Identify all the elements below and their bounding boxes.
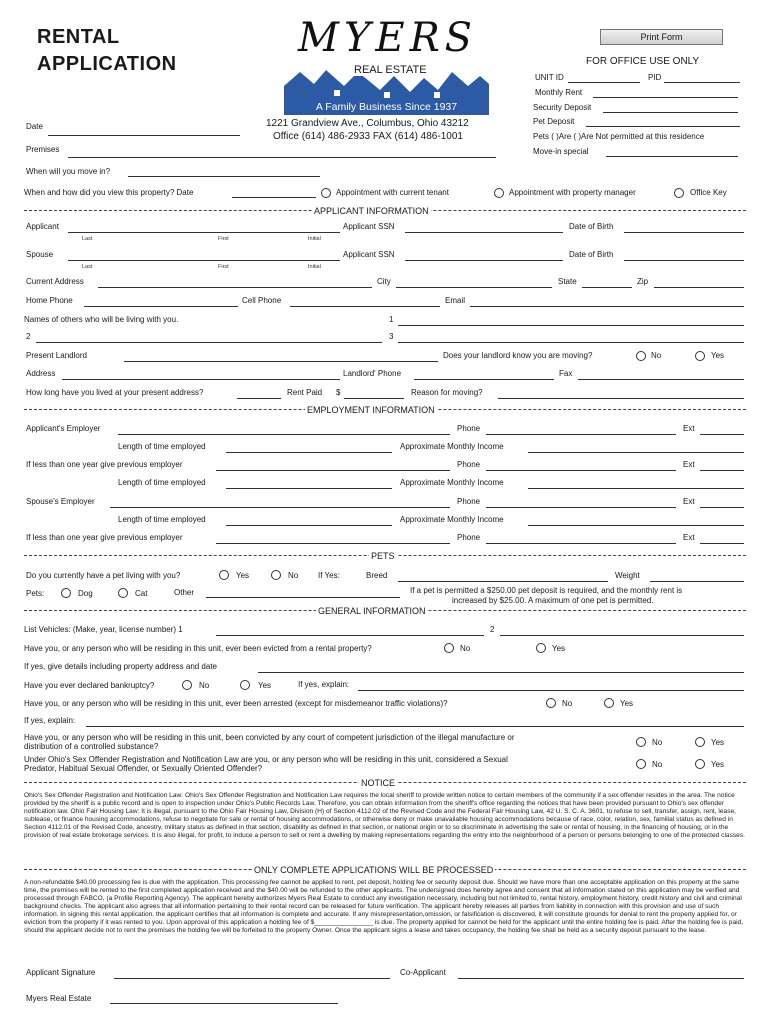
previous-phone-label: Phone [457,460,481,469]
offender-no-radio[interactable] [636,759,646,769]
view-question: When and how did you view this property? Date [24,188,194,197]
landlord-know-no-label: No [651,351,662,360]
previous-phone-field-2[interactable] [486,543,676,544]
spouse-employer-field[interactable] [110,507,450,508]
employer-phone-field[interactable] [486,434,676,435]
vehicles-label: List Vehicles: (Make, year, license number) 1 [24,625,183,634]
email-label: Email [445,296,466,305]
complete-section-header [24,865,746,875]
complete-section-title: ONLY COMPLETE APPLICATIONS WILL BE PROCESSED [254,865,494,875]
general-section-title: GENERAL INFORMATION [318,606,426,616]
offender-yes-radio[interactable] [695,759,705,769]
spouse-ext-field[interactable] [700,507,744,508]
last-sub: Last [82,236,93,242]
present-landlord-field[interactable] [124,361,438,362]
other-pet-label: Other [174,588,195,597]
pet-no-radio[interactable] [271,570,281,580]
notice-text: Ohio's Sex Offender Registration and Notification Law: Ohio's Sex Offender Registration and Notification Law requires the local sheriff to provide written notice to certain members of the community if a sex offender resides in the area. The notice provided by the sheriff is a public record and is open to inspection under Ohio's Public Records Law. Therefore, you can obtain information from the sheriff's office regarding the notices that have been provided pursuant to Ohio's sex offender notification law. Ohio Fair Housing Law: It is illegal, pursuant to the Ohio Fair Housing Law, Division (H) of Section 4112.02 of the Revised Code and the Federal Fair Housing Law, 42 U. S. C. A. 3601, to refuse to sell, transfer, assign, rent, lease, sublease, or finance housing accommodations, refuse to negotiate for sale or rental of housing accommodations, or otherwise deny or make unavailable housing accommodations because of race, color, relation, sex, familial status as defined in Section 4112.01 of the Revised Code, ancestry, military status as defined in that section, disability as defined in that section, or national origin or to so discriminate in advertising the sale or rental of housing, in the financing of housing, or in the provision of real estate brokerage services. It is also illegal, for profit, to induce a person to sell or rent a dwelling by making representations regarding the entry into the neighborhood of a person or persons belonging to one of the protected classes. [24,792,745,839]
cell-phone-field[interactable] [290,306,440,307]
spouse-phone-field[interactable] [486,507,676,508]
move-in-label: When will you move in? [26,167,111,176]
opt-key-label: Office Key [690,188,727,197]
bankruptcy-question: Have you ever declared bankruptcy? [24,681,155,690]
evicted-yes-label: Yes [552,644,566,653]
reason-label: Reason for moving? [411,388,483,397]
landlord-address-field[interactable] [62,379,340,380]
spouse-ssn-label: Applicant SSN [343,250,395,259]
move-in-special-label: Move-in special [533,147,589,156]
evicted-no-label: No [460,644,471,653]
applicant-ssn-label: Applicant SSN [343,222,395,231]
evicted-yes-radio[interactable] [536,643,546,653]
landlord-know-yes-label: Yes [711,351,725,360]
evicted-details-label: If yes, give details including property address and date [24,662,218,671]
initial-sub: Initial [308,236,321,242]
last-sub-2: Last [82,264,93,270]
print-form-button[interactable]: Print Form [600,29,723,45]
current-address-field[interactable] [98,287,372,288]
applicant-employer-label: Applicant's Employer [26,424,101,433]
bankruptcy-yes-label: Yes [258,681,272,690]
applicant-ssn-field[interactable] [405,232,563,233]
applicant-section-title: APPLICANT INFORMATION [314,206,429,216]
other-pet-field[interactable] [206,597,400,598]
title-line-2: APPLICATION [37,53,177,75]
length-label-2: Length of time employed [118,478,206,487]
arrested-explain-label: If yes, explain: [24,716,76,725]
how-long-label: How long have you lived at your present address? [26,388,204,397]
previous-ext-label-2: Ext [683,533,695,542]
dog-radio[interactable] [61,588,71,598]
landlord-know-label: Does your landlord know you are moving? [443,351,593,360]
radio-manager[interactable] [494,188,504,198]
state-label: State [558,277,577,286]
arrested-explain-field[interactable] [86,726,744,727]
applicant-signature-field[interactable] [114,978,390,979]
pid-label: PID [648,73,662,82]
co-applicant-label: Co-Applicant [400,968,446,977]
previous-employer-field[interactable] [216,470,450,471]
initial-sub-2: Initial [308,264,321,270]
previous-ext-field[interactable] [700,470,744,471]
notice-section-header [24,778,746,788]
arrested-question: Have you, or any person who will be residing in this unit, ever been arrested (except for misdemeanor traffic violations)? [24,699,448,708]
myers-signature-label: Myers Real Estate [26,994,92,1003]
company-phone: Office (614) 486-2933 FAX (614) 486-1001 [273,131,463,142]
myers-logo: MYERS [298,15,478,61]
pid-field[interactable] [664,82,740,83]
state-field[interactable] [582,287,632,288]
pet-yes-radio[interactable] [219,570,229,580]
landlord-fax-label: Fax [559,369,573,378]
home-phone-label: Home Phone [26,296,73,305]
evicted-details-field[interactable] [258,672,744,673]
applicant-employer-field[interactable] [118,434,450,435]
title-line-1: RENTAL [37,26,120,48]
landlord-address-label: Address [26,369,56,378]
pets-type-label: Pets: [26,589,45,598]
opt-tenant-label: Appointment with current tenant [336,188,449,197]
arrested-no-radio[interactable] [546,698,556,708]
bankruptcy-no-radio[interactable] [182,680,192,690]
pets-permitted-label: Pets ( )Are ( )Are Not permitted at this residence [533,132,705,141]
employer-phone-label: Phone [457,424,481,433]
first-sub-2: First [218,264,229,270]
applicant-label: Applicant [26,222,59,231]
applicant-name-field[interactable] [68,232,340,233]
employment-section-title: EMPLOYMENT INFORMATION [307,405,435,415]
notice-section-title: NOTICE [361,778,396,788]
bankruptcy-no-label: No [199,681,210,690]
pet-deposit-label: Pet Deposit [533,117,575,126]
convicted-line-2: distribution of a controlled substance? [24,742,159,751]
premises-label: Premises [26,145,60,154]
others-2-label: 2 [26,332,31,341]
others-1-label: 1 [389,315,394,324]
co-applicant-signature-field[interactable] [458,978,744,979]
arrested-yes-label: Yes [620,699,634,708]
monthly-rent-field[interactable] [593,97,738,98]
convicted-yes-label: Yes [711,738,725,747]
radio-tenant[interactable] [321,188,331,198]
rent-paid-label: Rent Paid [287,388,323,397]
vehicle-2-field[interactable] [500,635,744,636]
unit-id-field[interactable] [568,82,640,83]
employer-ext-field[interactable] [700,434,744,435]
length-field-2[interactable] [226,488,392,489]
spouse-label: Spouse [26,250,54,259]
others-label: Names of others who will be living with you. [24,315,179,324]
monthly-rent-label: Monthly Rent [535,88,583,97]
complete-text: A non-refundable $40.00 processing fee is due with the application. This processing fee cannot be applied to rent, pet deposit, holding fee or security deposit due. Should we have more than one acceptable application on this property at the same time, the premises will be rented to the first completed application received and the $40.00 will be refunded to the other applicants. The undersigned does hereby agree and consent that all information stated on this application may be verified and processed through FABCO, (a Profile Reporting Agency). The applicant hereby authorizes Myers Real Estate to conduct any investigation necessary, including but not limited to, rental history, employment history, credit history and civil and criminal background checks. The applicant also agrees that all information pertaining to their rental record can be released for future verification. The applicant hereby releases all parties from liability in connection with this provision and use of such information. In signing this rental application, the applicant certifies that all information is complete and accurate. If any misrepresentation,omission, or falsification is discovered, it will constitute grounds for denial to rent the property applied for, or eviction from the property if it was rented to you. Upon approval of this application a holding fee of $________________ is due. The property applied for cannot be held for the applicant until the entire holding fee is paid. After the holding fee is paid, should the applicant decide not to rent the premises the holding fee will be forfeited to the property Owner. Once the applicant signs a lease and takes occupancy, the holding fee shall be held as a security deposit pursuant to the lease. [24,879,744,934]
company-address: 1221 Grandview Ave., Columbus, Ohio 43212 [266,118,469,129]
rent-paid-field[interactable] [344,398,404,399]
if-yes-label: If Yes: [318,571,340,580]
move-in-special-field[interactable] [606,156,738,157]
length-label-3: Length of time employed [118,515,206,524]
arrested-yes-radio[interactable] [604,698,614,708]
how-long-field[interactable] [237,398,281,399]
opt-manager-label: Appointment with property manager [509,188,636,197]
landlord-know-no-radio[interactable] [636,351,646,361]
income-field-3[interactable] [528,525,744,526]
present-landlord-label: Present Landlord [26,351,87,360]
length-label: Length of time employed [118,442,206,451]
others-3-field[interactable] [398,342,744,343]
others-2-field[interactable] [36,342,382,343]
security-deposit-field[interactable] [603,112,738,113]
bankruptcy-explain-field[interactable] [358,690,744,691]
offender-no-label: No [652,760,663,769]
home-phone-field[interactable] [84,306,238,307]
weight-label: Weight [615,571,640,580]
vehicle-1-field[interactable] [216,635,484,636]
employer-ext-label: Ext [683,424,695,433]
applicant-dob-field[interactable] [624,232,744,233]
evicted-question: Have you, or any person who will be residing in this unit, ever been evicted from a rental property? [24,644,372,653]
others-1-field[interactable] [398,325,744,326]
pets-section-title: PETS [371,551,395,561]
unit-id-label: UNIT ID [535,73,564,82]
landlord-phone-label: Landlord' Phone [343,369,402,378]
general-section-header [24,606,746,616]
date-label: Date [26,122,43,131]
bankruptcy-yes-radio[interactable] [240,680,250,690]
landlord-fax-field[interactable] [578,379,744,380]
pet-yes-label: Yes [236,571,250,580]
family-business-banner: A Family Business Since 1937 [284,99,489,115]
breed-field[interactable] [398,581,608,582]
spouse-phone-label: Phone [457,497,481,506]
previous-employer-label-2: If less than one year give previous employer [26,533,183,542]
breed-label: Breed [366,571,388,580]
pet-question: Do you currently have a pet living with you? [26,571,181,580]
pet-note-line-2: increased by $25.00. A maximum of one pet is permitted. [452,596,654,605]
spouse-name-field[interactable] [68,260,340,261]
income-field-2[interactable] [528,488,744,489]
others-3-label: 3 [389,332,394,341]
city-label: City [377,277,391,286]
spouse-employer-label: Spouse's Employer [26,497,95,506]
pet-deposit-field[interactable] [586,126,740,127]
cat-radio[interactable] [118,588,128,598]
weight-field[interactable] [650,581,744,582]
zip-field[interactable] [654,287,744,288]
pet-no-label: No [288,571,299,580]
cat-label: Cat [135,589,148,598]
convicted-no-radio[interactable] [636,737,646,747]
bankruptcy-explain-label: If yes, explain: [298,680,350,689]
current-address-label: Current Address [26,277,84,286]
zip-label: Zip [637,277,649,286]
security-deposit-label: Security Deposit [533,103,592,112]
length-field[interactable] [226,452,392,453]
reason-field[interactable] [498,398,744,399]
previous-phone-field[interactable] [486,470,676,471]
landlord-know-yes-radio[interactable] [695,351,705,361]
move-in-field[interactable] [128,176,320,177]
applicant-section-header [24,206,746,216]
date-field[interactable] [48,135,240,136]
email-field[interactable] [470,306,744,307]
radio-office-key[interactable] [674,188,684,198]
real-estate-label: REAL ESTATE [351,64,430,76]
previous-employer-field-2[interactable] [216,543,450,544]
spouse-ext-label: Ext [683,497,695,506]
view-date-field[interactable] [232,197,316,198]
previous-employer-label: If less than one year give previous employer [26,460,183,469]
convicted-yes-radio[interactable] [695,737,705,747]
convicted-no-label: No [652,738,663,747]
vehicle-2-label: 2 [490,625,495,634]
premises-field[interactable] [68,157,496,158]
arrested-no-label: No [562,699,573,708]
employment-section-header [24,405,746,415]
income-label-3: Approximate Monthly Income [400,515,504,524]
previous-ext-label: Ext [683,460,695,469]
previous-ext-field-2[interactable] [700,543,744,544]
dog-label: Dog [78,589,93,598]
cell-phone-label: Cell Phone [242,296,282,305]
offender-line-2: Predator, Habitual Sexual Offender, or Sexually Oriented Offender? [24,764,263,773]
dollar-sign: $ [336,388,341,397]
length-field-3[interactable] [226,525,392,526]
pet-note-line-1: If a pet is permitted a $250.00 pet deposit is required, and the monthly rent is [410,586,683,595]
first-sub: First [218,236,229,242]
applicant-dob-label: Date of Birth [569,222,614,231]
evicted-no-radio[interactable] [444,643,454,653]
city-field[interactable] [396,287,552,288]
previous-phone-label-2: Phone [457,533,481,542]
offender-line-1: Under Ohio's Sex Offender Registration and Notification Law are you, or any person who will be residing in this unit, considered a Sexual [24,755,508,764]
income-label-2: Approximate Monthly Income [400,478,504,487]
income-label: Approximate Monthly Income [400,442,504,451]
pets-section-header [24,551,746,561]
landlord-phone-field[interactable] [414,379,554,380]
offender-yes-label: Yes [711,760,725,769]
convicted-line-1: Have you, or any person who will be residing in this unit, been convicted by any court of competent jurisdiction of the illegal manufacture or [24,733,515,742]
applicant-signature-label: Applicant Signature [26,968,96,977]
myers-signature-field[interactable] [110,1003,338,1004]
spouse-ssn-field[interactable] [405,260,563,261]
office-use-heading: FOR OFFICE USE ONLY [586,56,700,67]
spouse-dob-label: Date of Birth [569,250,614,259]
income-field[interactable] [528,452,744,453]
spouse-dob-field[interactable] [624,260,744,261]
